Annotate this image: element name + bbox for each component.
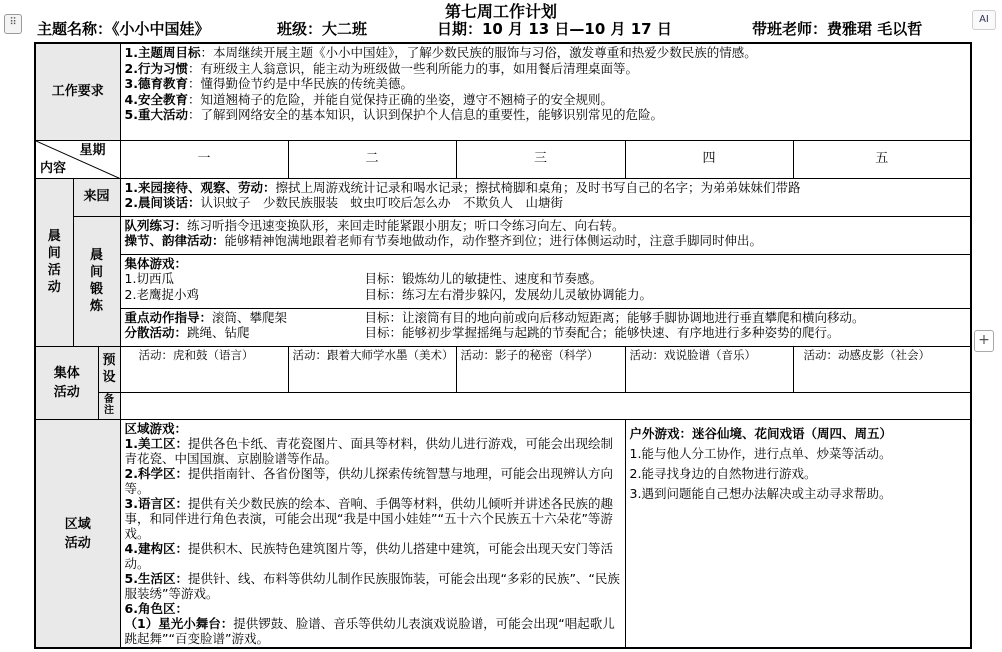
morning-exercise-label: 晨间锻炼: [73, 216, 120, 346]
area-games: [120, 420, 625, 649]
area-item: 3.语言区：提供有关少数民族的绘本、音响、手偶等材料，供幼儿倾听并讲述各民族的趣事，和同伴进行角色表演，可能会出现“我是中国小娃娃”“五十六个民族五十六朵花”等游戏。: [124, 496, 613, 541]
activity-wednesday: 活动：影子的秘密（科学）: [456, 346, 625, 392]
activity-tuesday: 活动：跟着大师学水墨（美术）: [288, 346, 456, 392]
note-content: [120, 392, 971, 420]
outdoor-item: 2.能寻找身边的自然物进行游戏。: [629, 466, 817, 481]
area-item: 5.生活区：提供针、线、布料等供幼儿制作民族服饰装，可能会出现“多彩的民族”、“民族服装绣”等游戏。: [124, 571, 620, 601]
queue-practice: 队列练习：练习听指令迅速变换队形，来回走时能紧跟小朋友；听口令练习向左、向右转。: [124, 217, 625, 233]
requirements-content: [120, 43, 971, 140]
area-item: 6.角色区：: [124, 601, 188, 616]
drag-handle-icon[interactable]: ⠿: [4, 14, 22, 34]
area-activity-label: 区域活动: [35, 420, 120, 649]
weekday-corner-cell: [35, 140, 120, 178]
area-item: 2.科学区：提供指南针、各省份图等，供幼儿探索传统智慧与地理，可能会出现辨认方向等。: [124, 466, 613, 496]
date-range: 日期：10 月 13 日—10 月 17 日: [437, 20, 672, 38]
activity-friday: 活动：动感皮影（社会）: [793, 346, 971, 392]
ai-assistant-icon[interactable]: AI: [972, 10, 996, 30]
outdoor-item: 3.遇到问题能自己想办法解决或主动寻求帮助。: [629, 486, 892, 501]
add-row-button[interactable]: +: [974, 330, 994, 352]
activity-thursday: 活动：戏说脸谱（音乐）: [625, 346, 793, 392]
requirement-item: 2.行为习惯：有班级主人翁意识，能主动为班级做一些利所能力的事，如用餐后清理桌面等。: [124, 60, 638, 76]
preset-label: 预设: [98, 346, 120, 392]
group-games: [120, 254, 971, 308]
area-item: 1.美工区：提供各色卡纸、青花瓷图片、面具等材料，供幼儿进行游戏，可能会出现绘制青花瓷、中国国旗、京剧脸谱等作品。: [124, 436, 613, 466]
area-games-heading: 区域游戏：: [124, 421, 188, 436]
exercise-drills: [120, 216, 971, 254]
class-name: 班级：大二班: [277, 20, 368, 38]
document-title: 第七周工作计划: [444, 2, 557, 21]
group-game-row: 2.老鹰捉小鸡 目标：练习左右滑步躲闪，发展幼儿灵敏协调能力。: [124, 286, 653, 302]
day-monday: 一: [120, 140, 288, 178]
teachers: 带班老师：费雅珺 毛以哲: [752, 20, 923, 38]
requirement-item: 1.主题周目标：本周继续开展主题《小小中国娃》，了解少数民族的服饰与习俗，激发尊重和热爱少数民族的情感。: [124, 45, 757, 60]
content-corner-label: 内容: [40, 161, 67, 176]
activity-monday: 活动：虎和鼓（语言）: [120, 346, 288, 392]
area-item: 4.建构区：提供积木、民族特色建筑图片等，供幼儿搭建中建筑，可能会出现天安门等活动。: [124, 541, 613, 571]
outdoor-games: [625, 420, 971, 649]
group-games-heading: 集体游戏：: [124, 255, 188, 271]
group-game-row: 1.切西瓜 目标：锻炼幼儿的敏捷性、速度和节奏感。: [124, 271, 603, 286]
requirements-label: 工作要求: [35, 43, 120, 140]
arrival-line: 2.晨间谈话：认识蚊子 少数民族服装 蚊虫叮咬后怎么办 不欺负人 山塘街: [124, 195, 563, 210]
arrival-label: 来园: [73, 178, 120, 216]
morning-activity-label: 晨间活动: [35, 178, 73, 346]
note-label: 备注: [98, 392, 120, 420]
theme-name: 主题名称：《小小中国娃》: [37, 20, 210, 38]
rhythm-activity: 操节、韵律活动：能够精神饱满地跟着老师有节奏地做动作，动作整齐到位；进行体侧运动时，注意手脚同时伸出。: [124, 233, 763, 248]
outdoor-heading: 户外游戏：迷谷仙境、花间戏语（周四、周五）: [629, 426, 893, 441]
day-thursday: 四: [625, 140, 793, 178]
arrival-line: 1.来园接待、观察、劳动：擦拭上周游戏统计记录和喝水记录；擦拭椅脚和桌角；及时书写自己的名字；为弟弟妹妹们带路: [124, 179, 801, 195]
area-item: （1）星光小舞台：提供锣鼓、脸谱、音乐等供幼儿表演戏说脸谱，可能会出现“唱起歌儿跳起舞”“百变脸谱”游戏。: [124, 616, 615, 646]
requirement-item: 4.安全教育：知道翘椅子的危险，并能自觉保持正确的坐姿，遵守不翘椅子的安全规则。: [124, 91, 613, 107]
focus-row: 分散活动：跳绳、钻爬 目标：能够初步掌握摇绳与起跳的节奏配合；能够快速、有序地进行多种姿势的爬行。: [124, 325, 840, 340]
arrival-content: [120, 178, 971, 216]
weekday-corner-label: 星期: [79, 142, 106, 158]
requirement-item: 5.重大活动：了解到网络安全的基本知识，认识到保护个人信息的重要性，能够识别常见的危险。: [124, 107, 663, 122]
group-activity-label: 集体活动: [35, 346, 98, 420]
day-wednesday: 三: [456, 140, 625, 178]
day-tuesday: 二: [288, 140, 456, 178]
focus-row: 重点动作指导：滚筒、攀爬架 目标：让滚筒有目的地向前或向后移动短距离；能够手脚协调地进行垂直攀爬和横向移动。: [124, 309, 865, 325]
day-friday: 五: [793, 140, 971, 178]
requirement-item: 3.德育教育：懂得勤俭节约是中华民族的传统美德。: [124, 76, 413, 91]
weekly-plan-table: [34, 42, 972, 649]
outdoor-item: 1.能与他人分工协作，进行点单、炒菜等活动。: [629, 446, 892, 461]
focus-guidance: [120, 308, 971, 346]
